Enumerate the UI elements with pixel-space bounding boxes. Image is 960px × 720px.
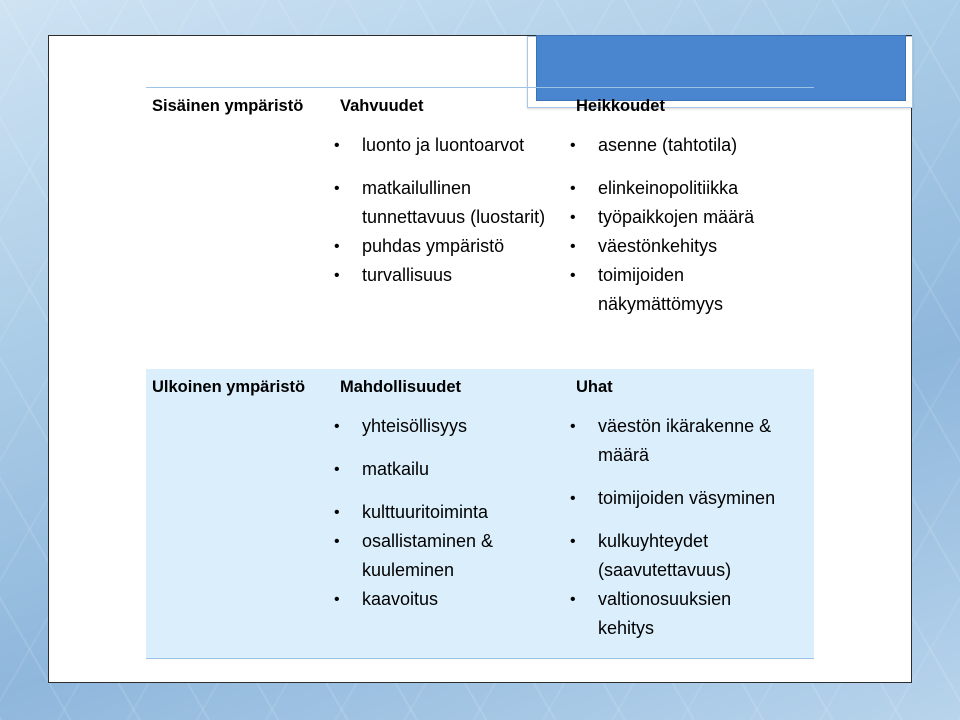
opportunity-item: • osallistaminen & kuuleminen: [334, 527, 542, 585]
opportunities-cell: [334, 369, 570, 659]
opportunity-item: • kaavoitus: [334, 585, 570, 614]
threats-list: [570, 412, 814, 643]
threat-item: • valtionosuuksien kehitys: [570, 585, 758, 643]
weakness-item: • elinkeinopolitiikka: [570, 174, 814, 203]
strengths-cell: [334, 88, 570, 370]
strengths-header: Vahvuudet: [340, 97, 424, 115]
weakness-item: • toimijoiden näkymättömyys: [570, 261, 758, 319]
opportunity-item: • matkailu: [334, 455, 570, 484]
threats-header: Uhat: [576, 378, 613, 396]
internal-label: Sisäinen ympäristö: [152, 97, 304, 115]
swot-table: [146, 87, 814, 659]
strength-item: • puhdas ympäristö: [334, 232, 570, 261]
strength-item: • matkailullinen tunnettavuus (luostarit): [334, 174, 550, 232]
external-label: Ulkoinen ympäristö: [152, 378, 306, 396]
weakness-item: • työpaikkojen määrä: [570, 203, 814, 232]
threat-item: • väestön ikärakenne & määrä: [570, 412, 798, 470]
strengths-list: [334, 131, 570, 290]
weaknesses-header: Heikkoudet: [576, 97, 665, 115]
opportunities-header: Mahdollisuudet: [340, 378, 461, 396]
weakness-item: • väestönkehitys: [570, 232, 814, 261]
internal-label-cell: [146, 88, 334, 370]
opportunity-item: • kulttuuritoiminta: [334, 498, 570, 527]
threat-item: • kulkuyhteydet (saavutettavuus): [570, 527, 778, 585]
opportunity-item: • yhteisöllisyys: [334, 412, 570, 441]
opportunities-list: [334, 412, 570, 614]
weakness-item: • asenne (tahtotila): [570, 131, 814, 160]
strength-item: • turvallisuus: [334, 261, 570, 290]
weaknesses-cell: [570, 88, 814, 370]
threats-cell: [570, 369, 814, 659]
external-label-cell: [146, 369, 334, 659]
threat-item: • toimijoiden väsyminen: [570, 484, 814, 513]
weaknesses-list: [570, 131, 814, 319]
strength-item: • luonto ja luontoarvot: [334, 131, 570, 160]
internal-row: [146, 88, 814, 370]
external-row: [146, 369, 814, 659]
